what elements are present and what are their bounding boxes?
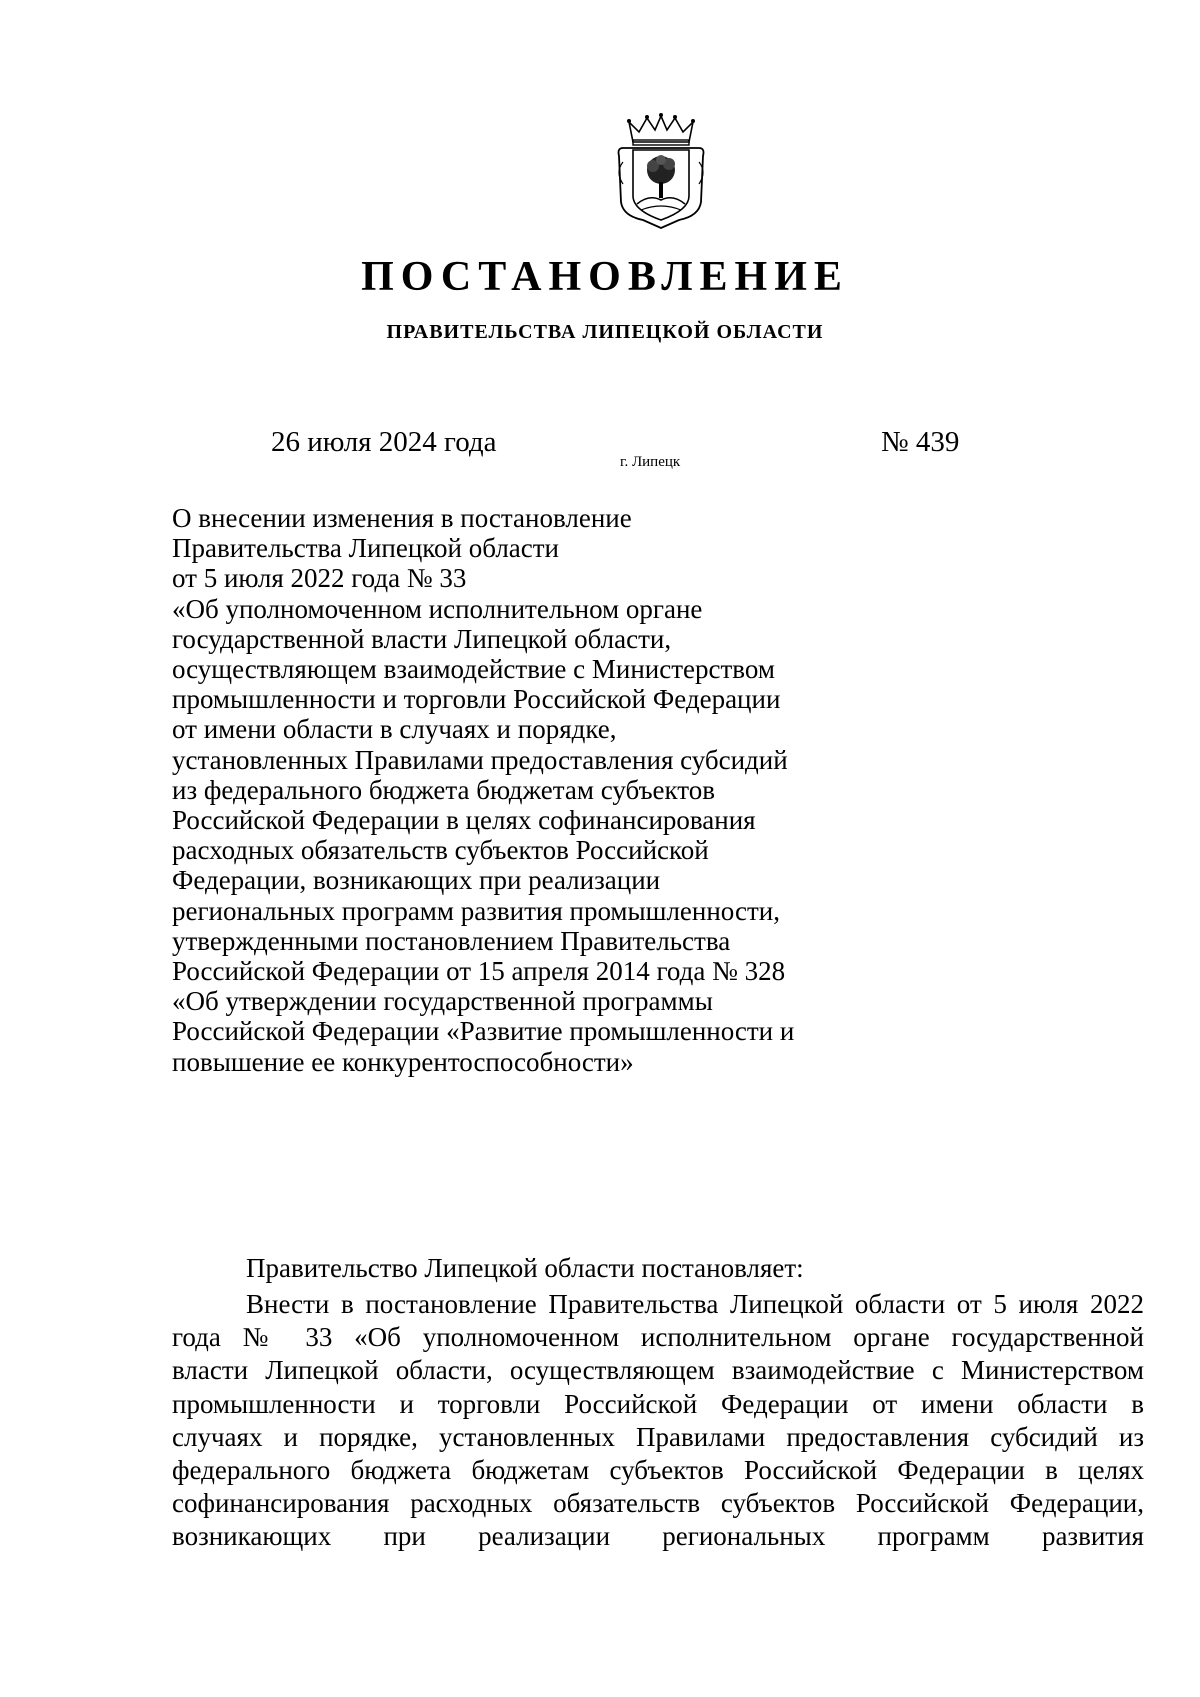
body-last-line (172, 1520, 1144, 1553)
heading-line: Федерации, возникающих при реализации (172, 865, 661, 896)
heading-line: Российской Федерации от 15 апреля 2014 года № 328 (172, 956, 786, 987)
body-line: года № 33 «Об уполномоченном исполнительном органе государственной (172, 1322, 1144, 1353)
heading-line: осуществляющем взаимодействие с Министерством (172, 654, 775, 685)
heading-line: региональных программ развития промышленности, (172, 895, 780, 926)
heading-line: установленных Правилами предоставления субсидий (172, 744, 788, 775)
document-number: № 439 (881, 426, 960, 458)
body-word: программ (877, 1521, 990, 1552)
heading-line: О внесении изменения в постановление (172, 503, 632, 533)
body-line: случаях и порядке, установленных Правилами предоставления субсидий из (172, 1421, 1144, 1452)
body-word: при (383, 1521, 426, 1552)
heading-line: Российской Федерации «Развитие промышленности и (172, 1016, 795, 1047)
heading-line: повышение ее конкурентоспособности» (172, 1046, 634, 1077)
heading-line: «Об утверждении государственной программы (172, 986, 713, 1017)
issuing-authority: ПРАВИТЕЛЬСТВА ЛИПЕЦКОЙ ОБЛАСТИ (386, 321, 824, 343)
heading-line: Российской Федерации в целях софинансирования (172, 805, 756, 836)
heading-line: расходных обязательств субъектов Российской (172, 835, 709, 866)
heading-line: от имени области в случаях и порядке, (172, 714, 617, 745)
body-word: региональных (662, 1521, 826, 1552)
heading-line: утвержденными постановлением Правительства (172, 925, 731, 956)
body-paragraph (172, 1288, 1144, 1554)
document-city: г. Липецк (620, 454, 681, 470)
body-line: власти Липецкой области, осуществляющем взаимодействие с Министерством (172, 1355, 1144, 1386)
document-date: 26 июля 2024 года (271, 426, 497, 458)
decree-intro: Правительство Липецкой области постановляет: (246, 1253, 804, 1283)
heading-line: государственной власти Липецкой области, (172, 623, 672, 654)
heading-line: «Об уполномоченном исполнительном органе (172, 593, 703, 624)
body-word: реализации (478, 1521, 611, 1552)
heading-line: Правительства Липецкой области (172, 533, 560, 564)
document-heading (172, 503, 872, 1077)
heading-line: из федерального бюджета бюджетам субъектов (172, 774, 715, 805)
heading-line: от 5 июля 2022 года № 33 (172, 563, 467, 594)
body-word: развития (1041, 1521, 1144, 1552)
body-line: промышленности и торговли Российской Федерации от имени области в (172, 1388, 1144, 1419)
body-line: Внести в постановление Правительства Липецкой области от 5 июля 2022 (246, 1289, 1144, 1319)
body-word: возникающих (172, 1521, 332, 1552)
coat-of-arms-icon (615, 112, 707, 232)
body-line: софинансирования расходных обязательств субъектов Российской Федерации, (172, 1488, 1144, 1519)
document-title: ПОСТАНОВЛЕНИЕ (361, 254, 849, 300)
body-line: федерального бюджета бюджетам субъектов Российской Федерации в целях (172, 1455, 1144, 1486)
heading-line: промышленности и торговли Российской Федерации (172, 684, 781, 715)
